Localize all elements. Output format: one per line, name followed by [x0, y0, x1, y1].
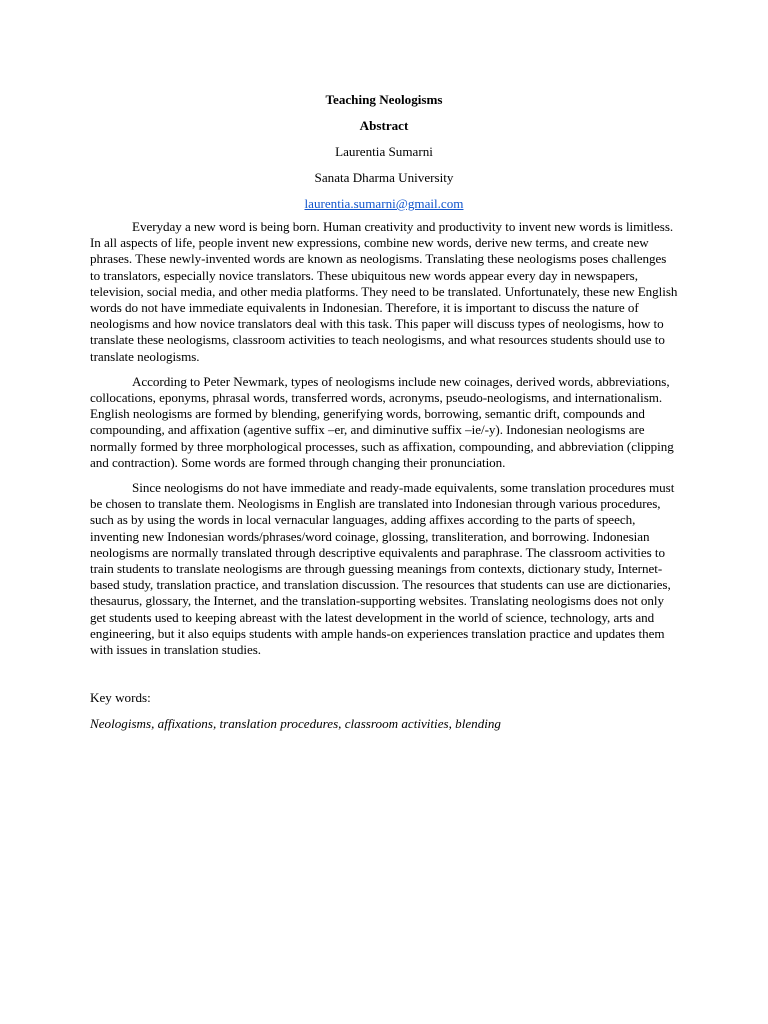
author-email-line: [90, 196, 678, 212]
abstract-paragraph-2: According to Peter Newmark, types of neologisms include new coinages, derived words, abbreviations, collocations, eponyms, phrasal words, transferred words, acronyms, pseudo-neologisms, and internationalism. English neologisms are formed by blending, generifying words, borrowing, semantic drift, compounds and compounding, and affixation (agentive suffix –er, and diminutive suffix –ie/-y). Indonesian neologisms are normally formed by three morphological processes, such as affixation, compounding, and abbreviation (clipping and contraction). Some words are formed through changing their pronunciation.: [90, 373, 674, 470]
keywords-list: Neologisms, affixations, translation procedures, classroom activities, blending: [90, 716, 501, 732]
abstract-heading: Abstract: [359, 118, 409, 133]
paper-title: Teaching Neologisms: [325, 92, 443, 107]
author-affiliation: Sanata Dharma University: [314, 170, 454, 185]
abstract-paragraph-3: Since neologisms do not have immediate and ready-made equivalents, some translation procedures must be chosen to translate them. Neologisms in English are translated into Indonesian through various procedures, such as by using the words in local vernacular languages, adding affixes according to the parts of speech, inventing new Indonesian words/phrases/word coinage, glossing, transliteration, and borrowing. Indonesian neologisms are normally translated through descriptive equivalents and paraphrase. The classroom activities to train students to translate neologisms are through guessing meanings from contexts, dictionary study, Internet-based study, translation practice, and translation discussion. The resources that students can use are dictionaries, thesaurus, glossary, the Internet, and the translation-supporting websites. Translating neologisms does not only get students used to keeping abreast with the latest development in the world of science, technology, arts and engineering, but it also equips students with ample hands-on experiences translation practice and updates them with issues in translation studies.: [90, 480, 675, 658]
abstract-paragraph-1: Everyday a new word is being born. Human creativity and productivity to invent new words is limitless. In all aspects of life, people invent new expressions, combine new words, derive new terms, and create new phrases. These newly-invented words are known as neologisms. Translating these neologisms poses challenges to translators, especially novice translators. These ubiquitous new words appear every day in newspapers, television, social media, and other media platforms. They need to be translated. Unfortunately, these new English words do not have immediate equivalents in Indonesian. Therefore, it is important to discuss the nature of neologisms and how novice translators deal with this task. This paper will discuss types of neologisms, how to translate these neologisms, classroom activities to teach neologisms, and what resources students should use to translate neologisms.: [90, 219, 678, 364]
author-email-link[interactable]: laurentia.sumarni@gmail.com: [304, 196, 464, 211]
keywords-label: Key words:: [90, 690, 151, 706]
author-name: Laurentia Sumarni: [335, 144, 433, 159]
paper-content: [90, 92, 678, 733]
